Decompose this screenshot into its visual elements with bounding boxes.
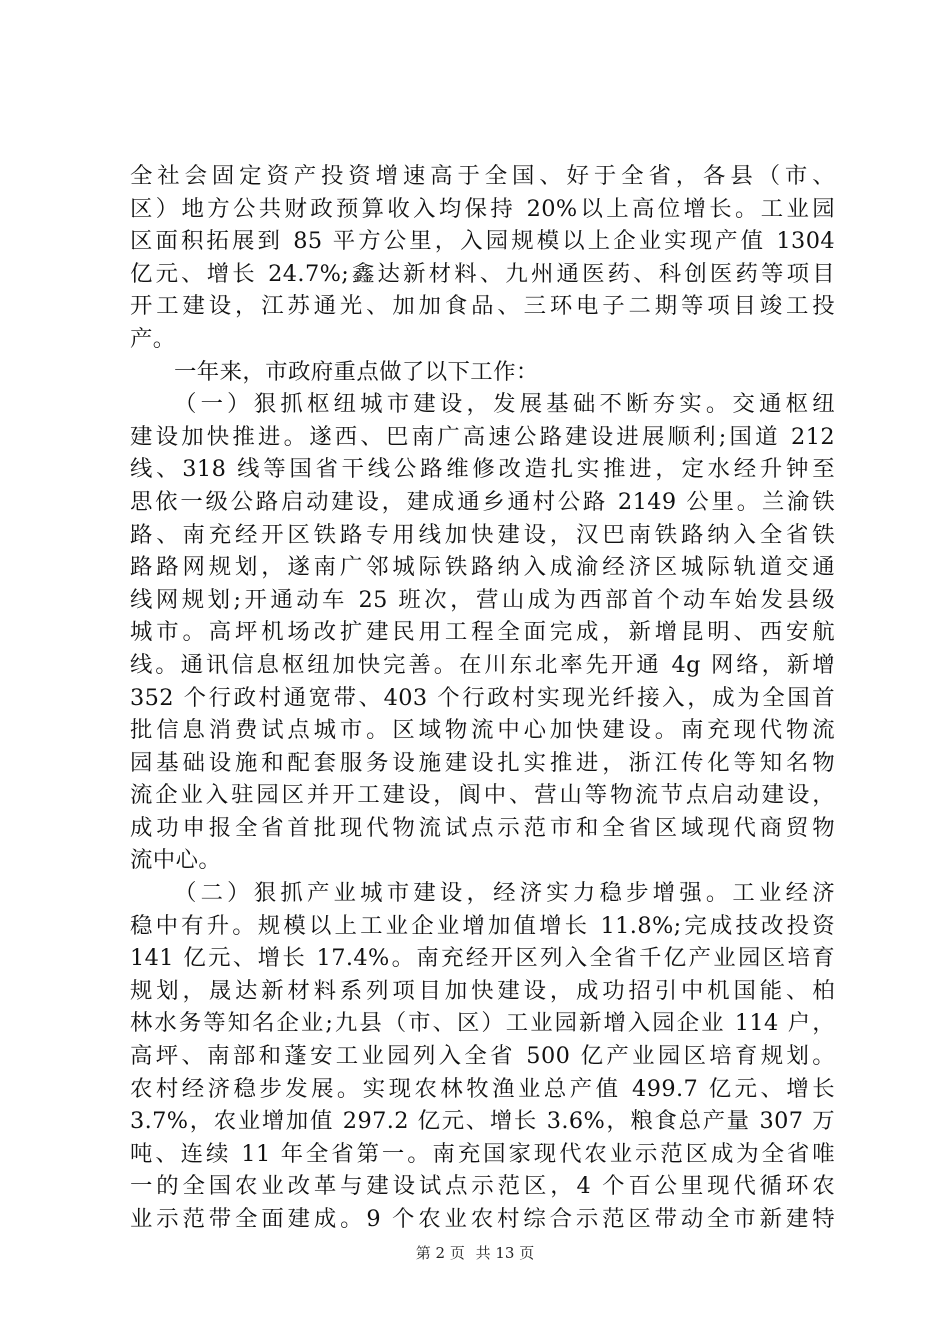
text-line: 区）地方公共财政预算收入均保持 20%以上高位增长。工业园 <box>130 195 835 222</box>
text-line: 建设加快推进。遂西、巴南广高速公路建设进展顺利;国道 212 <box>130 423 835 450</box>
text-line: 高坪、南部和蓬安工业园列入全省 500 亿产业园区培育规划。 <box>130 1043 835 1070</box>
document-body <box>130 160 835 1236</box>
text-line: 林水务等知名企业;九县（市、区）工业园新增入园企业 114 户， <box>130 1010 835 1037</box>
text-line: 352 个行政村通宽带、403 个行政村实现光纤接入，成为全国首 <box>130 684 835 711</box>
text-line: 规划，晟达新材料系列项目加快建设，成功招引中机国能、柏 <box>130 977 835 1004</box>
text-line: 区面积拓展到 85 平方公里，入园规模以上企业实现产值 1304 <box>130 228 835 255</box>
section-heading-line: （二）狠抓产业城市建设，经济实力稳步增强。工业经济 <box>174 880 835 907</box>
text-line: 路路网规划，遂南广邻城际铁路纳入成渝经济区城际轨道交通 <box>130 554 835 581</box>
text-line: 3.7%，农业增加值 297.2 亿元、增长 3.6%，粮食总产量 307 万 <box>130 1108 835 1135</box>
text-line: 线、318 线等国省干线公路维修改造扎实推进，定水经升钟至 <box>130 456 835 483</box>
text-line: 园基础设施和配套服务设施建设扎实推进，浙江传化等知名物 <box>130 749 835 776</box>
text-line: 路、南充经开区铁路专用线加快建设，汉巴南铁路纳入全省铁 <box>130 521 835 548</box>
section-heading-line: （一）狠抓枢纽城市建设，发展基础不断夯实。交通枢纽 <box>174 391 835 418</box>
text-line: 吨、连续 11 年全省第一。南充国家现代农业示范区成为全省唯 <box>130 1140 835 1167</box>
text-line: 批信息消费试点城市。区域物流中心加快建设。南充现代物流 <box>130 717 835 744</box>
text-line: 业示范带全面建成。9 个农业农村综合示范区带动全市新建特 <box>130 1206 835 1232</box>
text-line: 城市。高坪机场改扩建民用工程全面完成，新增昆明、西安航 <box>130 619 835 646</box>
text-line: 全社会固定资产投资增速高于全国、好于全省，各县（市、 <box>130 163 835 189</box>
text-line: 思依一级公路启动建设，建成通乡通村公路 2149 公里。兰渝铁 <box>130 488 835 515</box>
text-line: 产。 <box>130 325 176 352</box>
text-line: 一年来，市政府重点做了以下工作： <box>174 358 539 385</box>
page-number: 第 2 页 <box>415 1244 465 1262</box>
text-line: 稳中有升。规模以上工业企业增加值增长 11.8%;完成技改投资 <box>130 912 835 939</box>
text-line: 流中心。 <box>130 847 222 874</box>
page-footer <box>0 1243 950 1263</box>
text-line: 成功申报全省首批现代物流试点示范市和全省区域现代商贸物 <box>130 814 835 841</box>
text-line: 141 亿元、增长 17.4%。南充经开区列入全省千亿产业园区培育 <box>130 945 835 972</box>
text-line: 线。通讯信息枢纽加快完善。在川东北率先开通 4g 网络，新增 <box>130 651 835 678</box>
text-line: 流企业入驻园区并开工建设，阆中、营山等物流节点启动建设， <box>130 782 835 809</box>
page-total: 共 13 页 <box>475 1244 535 1262</box>
text-line: 农村经济稳步发展。实现农林牧渔业总产值 499.7 亿元、增长 <box>130 1075 835 1102</box>
text-line: 开工建设，江苏通光、加加食品、三环电子二期等项目竣工投 <box>130 293 835 320</box>
text-line: 亿元、增长 24.7%;鑫达新材料、九州通医药、科创医药等项目 <box>130 260 835 287</box>
text-line: 线网规划;开通动车 25 班次，营山成为西部首个动车始发县级 <box>130 586 835 613</box>
text-line: 一的全国农业改革与建设试点示范区，4 个百公里现代循环农 <box>130 1173 835 1200</box>
